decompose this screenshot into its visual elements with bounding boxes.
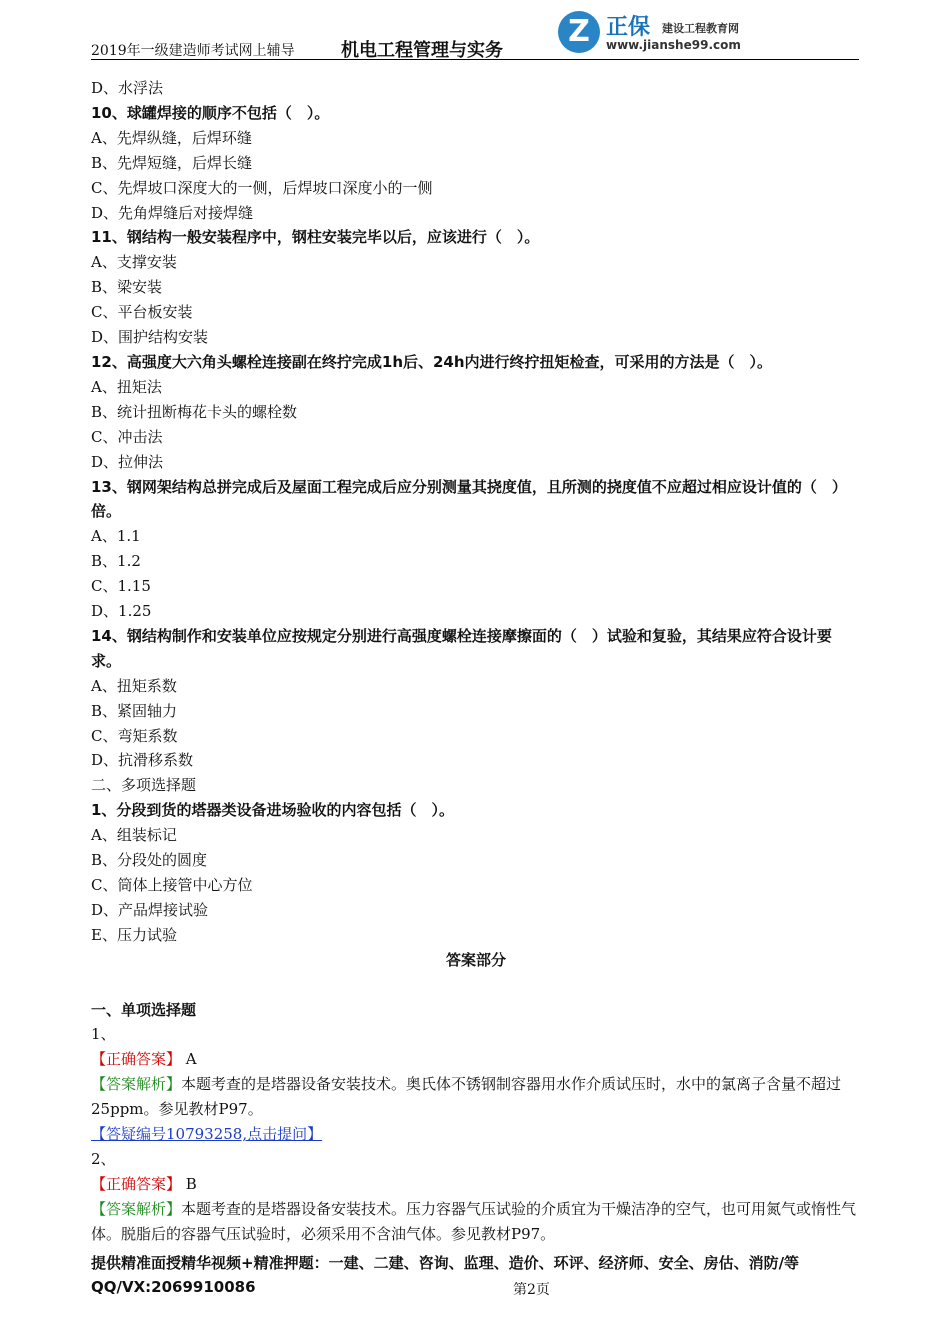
- option-line: C、1.15: [91, 577, 151, 596]
- option-line: E、压力试验: [91, 925, 177, 944]
- question-link-row: [91, 1122, 861, 1147]
- logo-brand-name: 正保: [606, 15, 651, 40]
- page-number: 第2页: [513, 1282, 550, 1298]
- option-line: D、拉伸法: [91, 452, 164, 471]
- option-line: D、先角焊缝后对接焊缝: [91, 203, 254, 222]
- option-line: A、1.1: [91, 527, 141, 546]
- correct-answer-value: B: [185, 1174, 197, 1193]
- option-line: C、平台板安装: [91, 303, 193, 322]
- option-line: B、紧固轴力: [91, 701, 178, 720]
- analysis-label: 【答案解析】: [91, 1199, 182, 1218]
- analysis-paragraph: [91, 1197, 861, 1247]
- analysis-text: 本题考查的是塔器设备安装技术。奥氏体不锈钢制容器用水作介质试压时，水中的氯离子含量不超过25ppm。参见教材P97。: [91, 1075, 842, 1119]
- logo-mark-icon: Z: [558, 11, 600, 53]
- document-body: [91, 76, 861, 1247]
- footer-promo-text: 提供精准面授精华视频+精准押题：一建、二建、咨询、监理、造价、环评、经济师、安全、房估、消防/等: [91, 1254, 800, 1272]
- option-line: D、产品焊接试验: [91, 900, 209, 919]
- option-line: D、抗滑移系数: [91, 751, 194, 770]
- brand-logo[interactable]: [558, 8, 768, 58]
- section-heading: 二、多项选择题: [91, 776, 197, 795]
- option-line: C、弯矩系数: [91, 726, 178, 745]
- option-line: A、组装标记: [91, 826, 177, 845]
- ask-question-link[interactable]: 【答疑编号10793258,点击提问】: [91, 1125, 323, 1144]
- option-line: B、分段处的圆度: [91, 851, 208, 870]
- footer-contact: QQ/VX:2069910086: [91, 1278, 256, 1296]
- spacer: [91, 973, 861, 998]
- analysis-label: 【答案解析】: [91, 1075, 182, 1094]
- header-course-title: 2019年一级建造师考试网上辅导: [91, 43, 295, 59]
- analysis-text: 本题考查的是塔器设备安装技术。压力容器气压试验的介质宜为干燥洁净的空气，也可用氮气或惰性气体。脱脂后的容器气压试验时，必须采用不含油气体。参见教材P97。: [91, 1199, 857, 1243]
- question-stem: 12、高强度大六角头螺栓连接副在终拧完成1h后、24h内进行终拧扭矩检查，可采用的方法是（ ）。: [91, 352, 773, 371]
- option-line: D、水浮法: [91, 79, 164, 97]
- question-stem: 14、钢结构制作和安装单位应按规定分别进行高强度螺栓连接摩擦面的（ ）试验和复验，其结果应符合设计要求。: [91, 626, 832, 670]
- option-line: A、先焊纵缝，后焊环缝: [91, 128, 252, 147]
- answers-section-heading: 一、单项选择题: [91, 1000, 197, 1019]
- answer-row: [91, 1047, 861, 1072]
- option-line: C、冲击法: [91, 427, 163, 446]
- option-line: D、围护结构安装: [91, 328, 209, 347]
- question-stem: 13、钢网架结构总拼完成后及屋面工程完成后应分别测量其挠度值，且所测的挠度值不应超过相应设计值的（ ）倍。: [91, 477, 847, 521]
- correct-answer-label: 【正确答案】: [91, 1174, 182, 1193]
- answer-number: 1、: [91, 1025, 116, 1044]
- logo-subtitle: 建设工程教育网: [662, 22, 739, 35]
- analysis-paragraph: [91, 1072, 861, 1122]
- answer-number: 2、: [91, 1149, 116, 1168]
- option-line: B、1.2: [91, 552, 141, 571]
- correct-answer-label: 【正确答案】: [91, 1050, 182, 1069]
- option-line: B、统计扭断梅花卡头的螺栓数: [91, 402, 298, 421]
- option-line: B、梁安装: [91, 278, 163, 297]
- option-line: C、筒体上接管中心方位: [91, 876, 253, 894]
- page-header: [91, 8, 859, 60]
- option-line: A、支撑安装: [91, 253, 177, 272]
- option-line: A、扭矩法: [91, 377, 162, 396]
- option-line: B、先焊短缝，后焊长缝: [91, 153, 253, 172]
- answers-title: 答案部分: [445, 950, 506, 969]
- correct-answer-value: A: [185, 1050, 197, 1069]
- header-divider: [91, 59, 859, 60]
- question-stem: 11、钢结构一般安装程序中，钢柱安装完毕以后，应该进行（ ）。: [91, 228, 540, 247]
- option-line: C、先焊坡口深度大的一侧，后焊坡口深度小的一侧: [91, 178, 433, 197]
- header-subject-title: 机电工程管理与实务: [341, 40, 503, 61]
- question-stem: 1、分段到货的塔器类设备进场验收的内容包括（ ）。: [91, 801, 454, 820]
- option-line: A、扭矩系数: [91, 676, 177, 695]
- question-stem: 10、球罐焊接的顺序不包括（ ）。: [91, 103, 330, 122]
- answer-row: [91, 1172, 861, 1197]
- option-line: D、1.25: [91, 602, 152, 621]
- logo-url: www.jianshe99.com: [606, 38, 741, 52]
